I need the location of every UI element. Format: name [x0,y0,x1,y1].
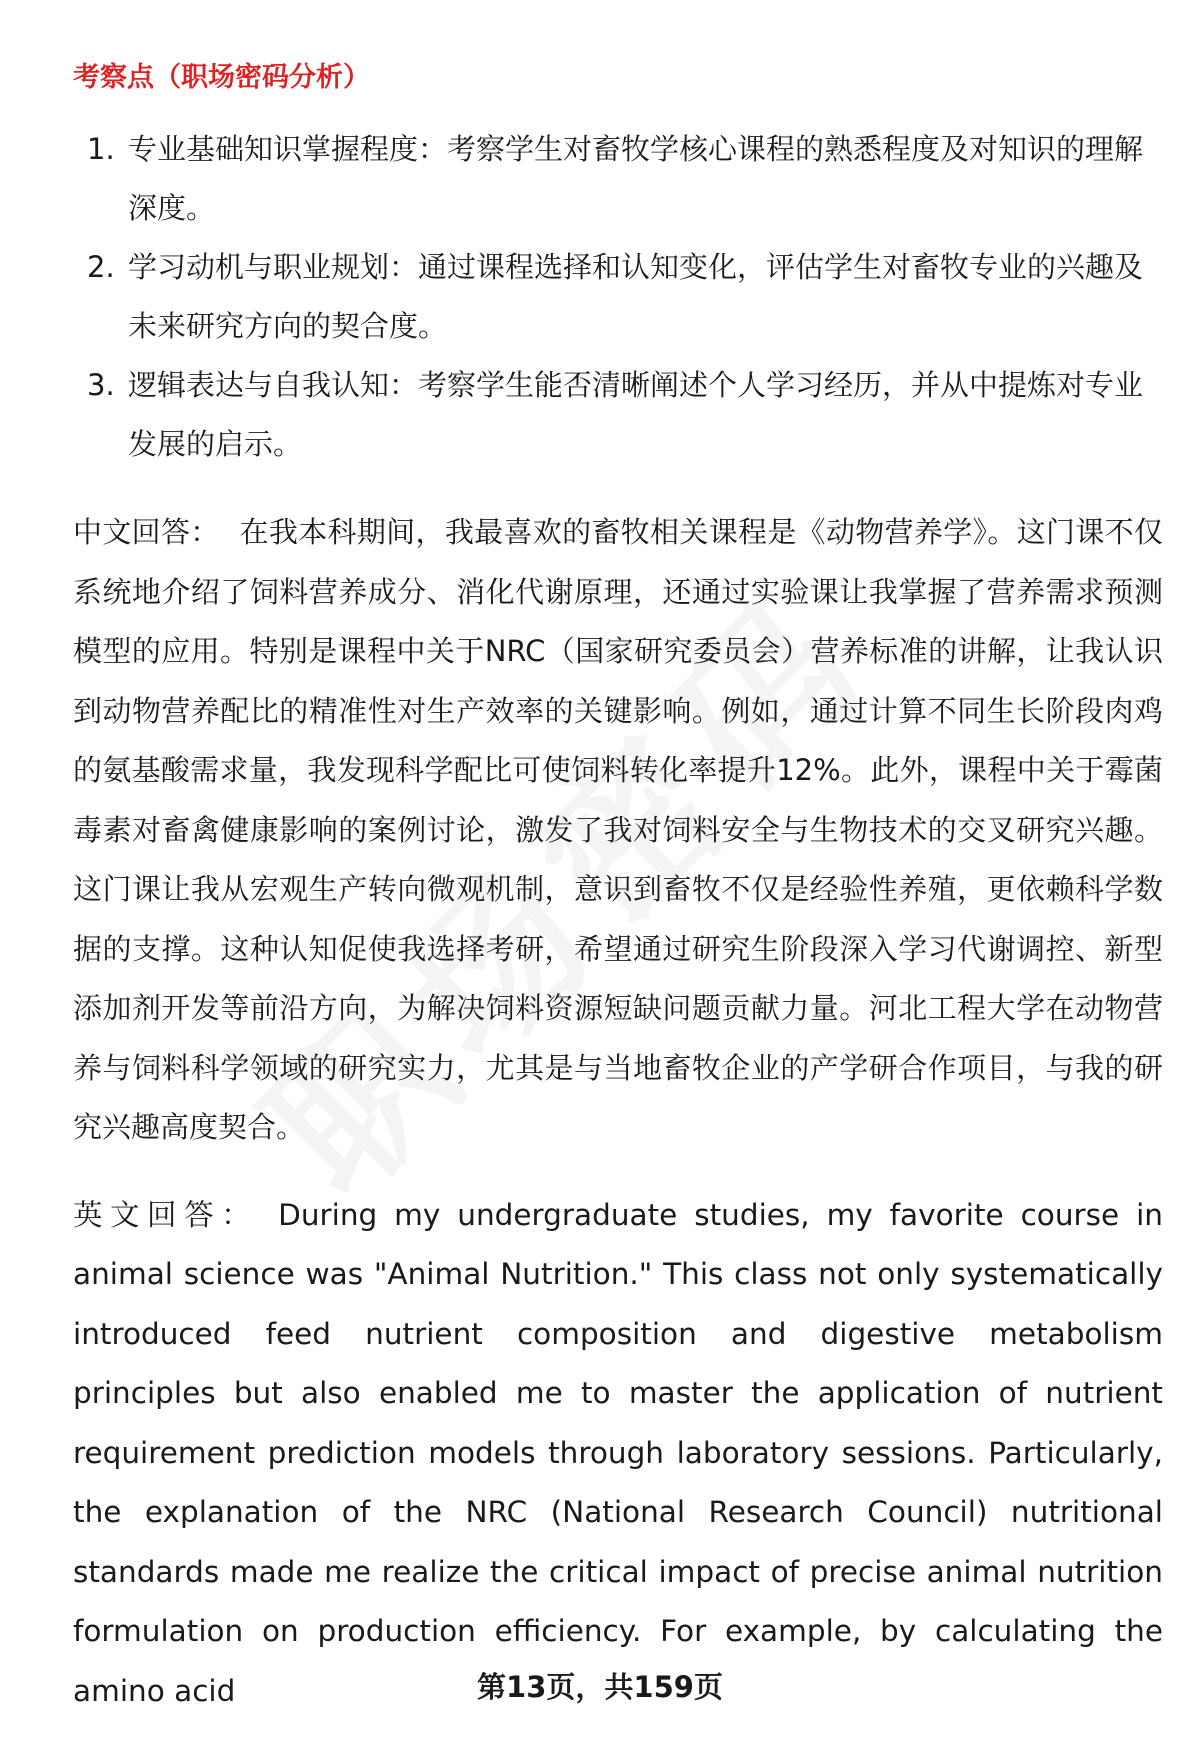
section-title: 考察点（职场密码分析） [73,62,370,93]
page-content [73,58,1163,1721]
list-item-text: 学习动机与职业规划：通过课程选择和认知变化，评估学生对畜牧专业的兴趣及未来研究方向的契合度。 [128,250,1144,343]
english-answer-paragraph [73,1186,1163,1722]
chinese-answer-label: 中文回答： [73,515,220,549]
chinese-answer-text: 在我本科期间，我最喜欢的畜牧相关课程是《动物营养学》。这门课不仅系统地介绍了饲料营养成分、消化代谢原理，还通过实验课让我掌握了营养需求预测模型的应用。特别是课程中关于NRC（国家研究委员会）营养标准的讲解，让我认识到动物营养配比的精准性对生产效率的关键影响。例如，通过计算不同生长阶段肉鸡的氨基酸需求量，我发现科学配比可使饲料转化率提升12%。此外，课程中关于霉菌毒素对畜禽健康影响的案例讨论，激发了我对饲料安全与生物技术的交叉研究兴趣。这门课让我从宏观生产转向微观机制，意识到畜牧不仅是经验性养殖，更依赖科学数据的支撑。这种认知促使我选择考研，希望通过研究生阶段深入学习代谢调控、新型添加剂开发等前沿方向，为解决饲料资源短缺问题贡献力量。河北工程大学在动物营养与饲料科学领域的研究实力，尤其是与当地畜牧企业的产学研合作项目，与我的研究兴趣高度契合。 [73,515,1163,1144]
english-answer-label: 英文回答： [73,1197,259,1232]
assessment-points-list [73,120,1163,474]
page-number-footer: 第13页，共159页 [477,1670,723,1704]
list-item-number: 1. [87,132,115,166]
list-item [73,120,1163,238]
list-item-text: 专业基础知识掌握程度：考察学生对畜牧学核心课程的熟悉程度及对知识的理解深度。 [128,132,1144,225]
list-item-number: 3. [87,368,115,402]
list-item-number: 2. [87,250,115,284]
english-answer-text: During my undergraduate studies, my favorite course in animal science was "Animal Nutrition." This class not only systematically introduced feed nutrient composition and digestive metabolism principles but also enabled me to master the application of nutrient requirement prediction models through laboratory sessions. Particularly, the explanation of the NRC (National Research Council) nutritional standards made me realize the critical impact of precise animal nutrition formulation on production efficiency. For example, by calculating the amino acid [73,1197,1163,1708]
list-item [73,238,1163,356]
list-item [73,356,1163,474]
list-item-text: 逻辑表达与自我认知：考察学生能否清晰阐述个人学习经历，并从中提炼对专业发展的启示。 [128,368,1144,461]
chinese-answer-paragraph [73,503,1163,1158]
